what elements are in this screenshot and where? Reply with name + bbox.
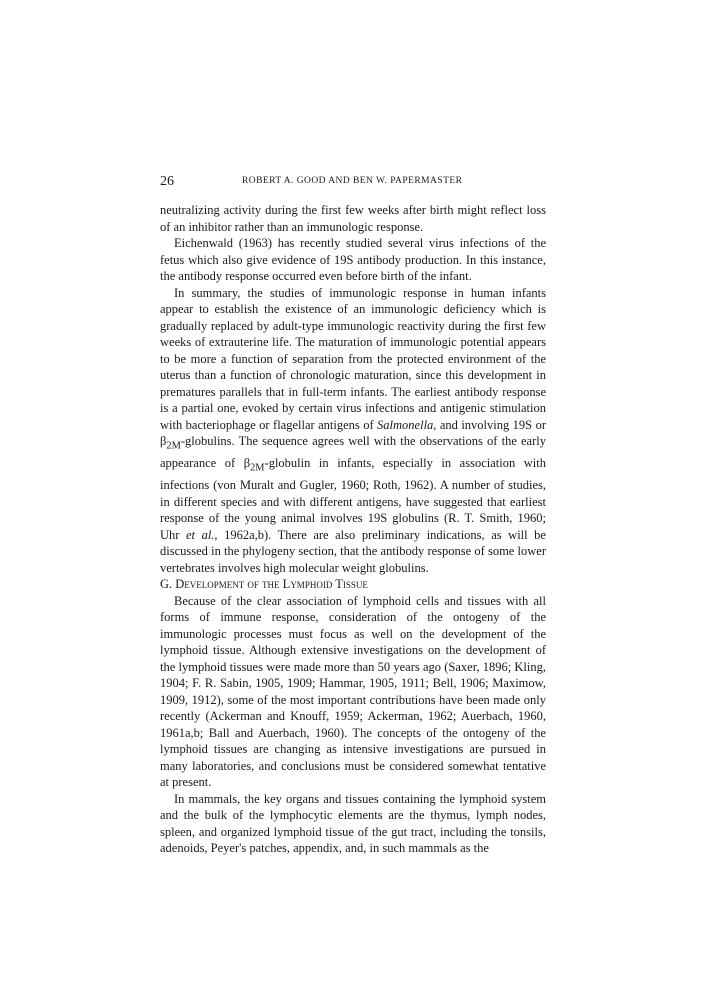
paragraph-continued: neutralizing activity during the first few weeks after birth might reflect loss of an inhibitor rather than an immunologic response.	[160, 203, 546, 234]
summary-text-a: In summary, the studies of immunologic response in human infants appear to establish the existence of an immunologic deficiency which is gradually replaced by adult-type immunologic reactivity during the first few weeks of extrauterine life. The maturation of immunologic potential appears to be more a function of separation from the protected environment of the uterus than a function of chronologic maturation, since this development in prematures parallels that in full-term infants. The earliest antibody response is a partial one, evoked by certain virus infections and antigenic stimulation with bacteriophage or flagellar antigens of	[160, 285, 546, 432]
paragraph-mammals: In mammals, the key organs and tissues containing the lymphoid system and the bulk of the lymphocytic elements are the thymus, lymph nodes, spleen, and organized lymphoid tissue of the gut tract, including the tonsils, adenoids, Peyer's patches, appendix, and, in such mammals as the	[160, 791, 546, 855]
salmonella-term: Salmonella	[377, 417, 434, 432]
page-number: 26	[160, 174, 174, 189]
paragraph-summary	[160, 285, 546, 577]
et-al-term: et al.	[186, 527, 215, 542]
summary-text-c: -globulins. The sequence agrees well with the observations of the early appearance of β	[160, 434, 546, 470]
beta-subscript: 2M	[166, 440, 181, 452]
paragraph-eichenwald: Eichenwald (1963) has recently studied several virus infections of the fetus which also give evidence of 19S antibody production. In this instance, the antibody response occurred even before birth of the infant.	[160, 236, 546, 283]
summary-text-b: , and involving 19S or β	[160, 417, 546, 448]
body-text	[160, 202, 546, 857]
summary-text-d: -globulin in infants, especially in association with infections (von Muralt and Gugler, 1960; Roth, 1962). A number of studies, in different species and with different antigens, have suggested that earliest response of the young animal involves 19S globulins (R. T. Smith, 1960; Uhr	[160, 456, 546, 542]
section-letter: G.	[160, 577, 173, 591]
summary-text-e: , 1962a,b). There are also preliminary indications, as will be discussed in the phylogeny section, that the antibody response of some lower vertebrates involves high molecular weight globulins.	[160, 527, 546, 575]
beta-subscript: 2M	[250, 462, 265, 474]
page-header	[160, 174, 546, 194]
section-title: Development of the Lymphoid Tissue	[175, 577, 368, 591]
running-head: ROBERT A. GOOD AND BEN W. PAPERMASTER	[242, 176, 463, 186]
paragraph-lymphoid-association: Because of the clear association of lymphoid cells and tissues with all forms of immune response, consideration of the ontogeny of the immunologic processes must focus as well on the development of the lymphoid tissue. Although extensive investigations on the development of the lymphoid tissues were made more than 50 years ago (Saxer, 1896; Kling, 1904; F. R. Sabin, 1905, 1909; Hammar, 1905, 1911; Bell, 1906; Maximow, 1909, 1912), some of the most important contributions have been made only recently (Ackerman and Knouff, 1959; Ackerman, 1962; Auerbach, 1960, 1961a,b; Ball and Auerbach, 1960). The concepts of the ontogeny of the lymphoid tissues are changing as intensive investigations are pursued in many laboratories, and conclusions must be considered somewhat tentative at present.	[160, 593, 546, 789]
section-heading	[160, 576, 546, 593]
